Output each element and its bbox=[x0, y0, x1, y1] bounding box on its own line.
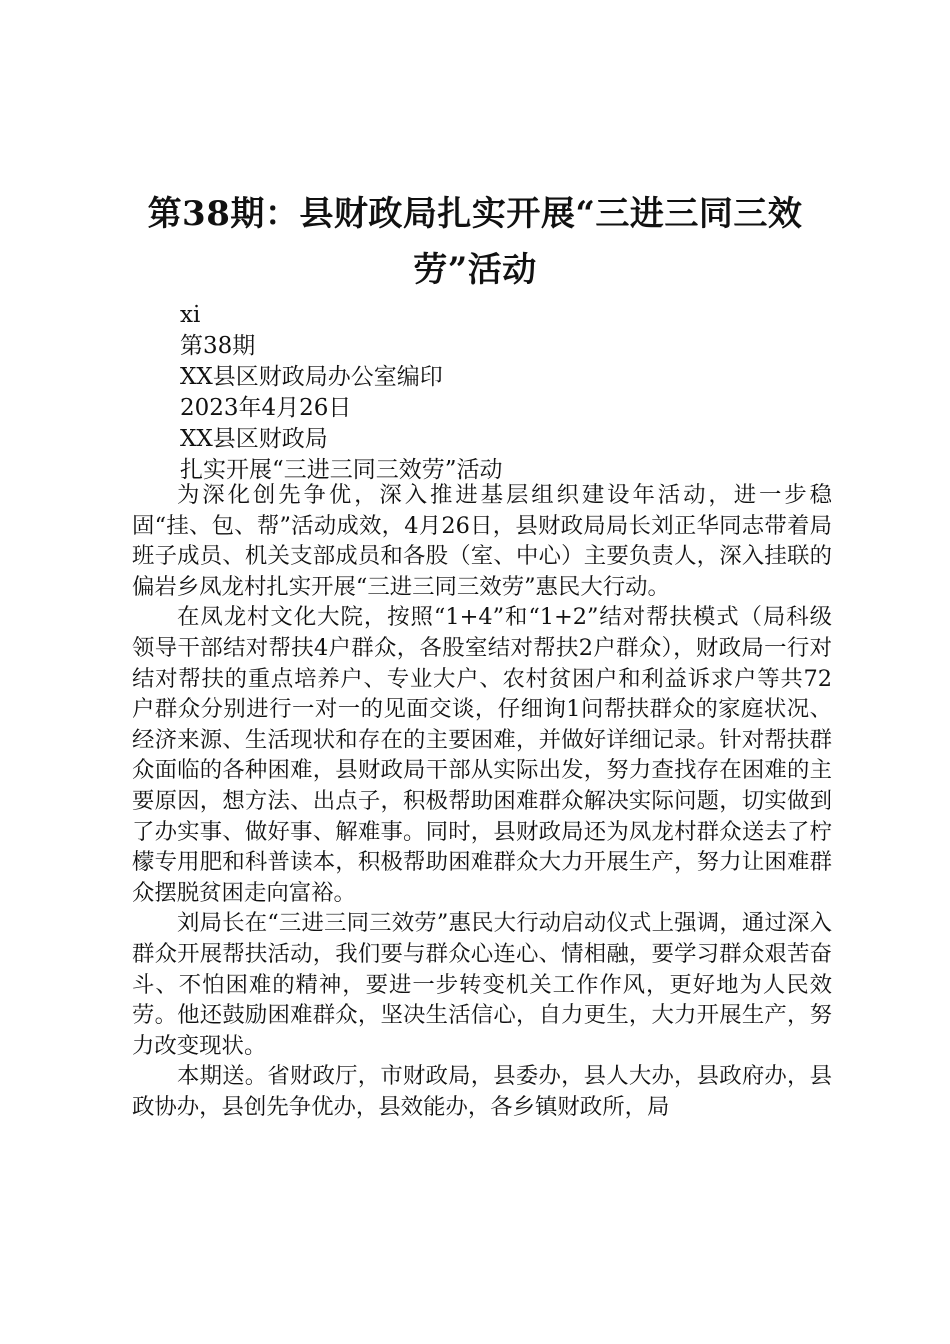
paragraph: 本期送。省财政厅，市财政局，县委办，县人大办，县政府办，县政协办，县创先争优办，县效能办，各乡镇财政所，局 bbox=[132, 1063, 832, 1120]
meta-line: xi bbox=[180, 302, 201, 328]
department: XX县区财政局 bbox=[180, 426, 328, 452]
document-meta bbox=[180, 300, 780, 486]
paragraph: 刘局长在“三进三同三效劳”惠民大行动启动仪式上强调，通过深入群众开展帮扶活动，我们要与群众心连心、情相融，要学习群众艰苦奋斗、不怕困难的精神，要进一步转变机关工作作风，更好地为人民效劳。他还鼓励困难群众，坚决生活信心，自力更生，大力开展生产，努力改变现状。 bbox=[132, 910, 832, 1059]
paragraph: 在凤龙村文化大院，按照“1+4”和“1+2”结对帮扶模式（局科级领导干部结对帮扶4户群众，各股室结对帮扶2户群众），财政局一行对结对帮扶的重点培养户、专业大户、农村贫困户和利益诉求户等共72户群众分别进行一对一的见面交谈，仔细询1问帮扶群众的家庭状况、经济来源、生活现状和存在的主要困难，并做好详细记录。针对帮扶群众面临的各种困难，县财政局干部从实际出发，努力查找存在困难的主要原因，想方法、出点子，积极帮助困难群众解决实际问题，切实做到了办实事、做好事、解难事。同时，县财政局还为凤龙村群众送去了柠檬专用肥和科普读本，积极帮助困难群众大力开展生产，努力让困难群众摆脱贫困走向富裕。 bbox=[132, 604, 832, 906]
document-title bbox=[110, 186, 840, 298]
document-body bbox=[132, 480, 832, 1122]
article-heading: 扎实开展“三进三同三效劳”活动 bbox=[180, 457, 503, 483]
publisher: XX县区财政局办公室编印 bbox=[180, 364, 443, 390]
issue-number: 第38期 bbox=[180, 333, 256, 359]
paragraph: 为深化创先争优，深入推进基层组织建设年活动，进一步稳固“挂、包、帮”活动成效，4月26日，县财政局局长刘正华同志带着局班子成员、机关支部成员和各股（室、中心）主要负责人，深入挂联的偏岩乡凤龙村扎实开展“三进三同三效劳”惠民大行动。 bbox=[132, 482, 832, 600]
title-line-2: 劳”活动 bbox=[413, 250, 537, 290]
publish-date: 2023年4月26日 bbox=[180, 395, 352, 421]
title-line-1: 第38期：县财政局扎实开展“三进三同三效 bbox=[147, 194, 803, 234]
